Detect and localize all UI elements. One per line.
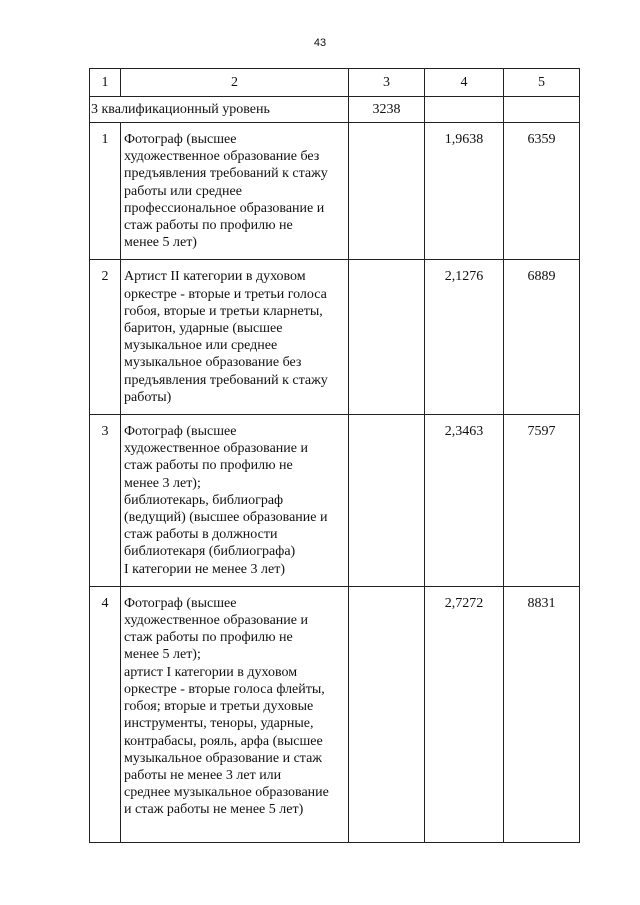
description-line: менее 5 лет); <box>124 647 201 663</box>
description-line: и стаж работы не менее 5 лет) <box>124 802 304 818</box>
description-line: Артист II категории в духовом <box>124 269 306 285</box>
coefficient: 2,7272 <box>425 586 504 842</box>
position-description <box>121 586 349 842</box>
description-line: предъявления требований к стажу <box>124 166 328 182</box>
description-line: стаж работы по профилю не <box>124 218 293 234</box>
coefficient: 2,1276 <box>425 260 504 415</box>
description-line: стаж работы по профилю не <box>124 630 293 646</box>
empty-cell <box>349 415 425 587</box>
row-number: 1 <box>90 123 121 260</box>
description-line: работы) <box>124 389 172 405</box>
description-line: Фотограф (высшее <box>124 132 237 147</box>
description-line: профессиональное образование и <box>124 200 325 216</box>
description-line: оркестре - вторые и третьи голоса <box>124 286 327 302</box>
description-line: I категории не менее 3 лет) <box>124 561 285 577</box>
salary: 7597 <box>504 415 580 587</box>
row-number: 2 <box>90 260 121 415</box>
table-row <box>90 123 580 260</box>
salary: 6889 <box>504 260 580 415</box>
column-header: 4 <box>425 69 504 97</box>
empty-cell <box>504 97 580 123</box>
description-line: предъявления требований к стажу <box>124 372 328 388</box>
salary: 6359 <box>504 123 580 260</box>
column-header: 5 <box>504 69 580 97</box>
qualification-level-name: 3 квалификационный уровень <box>90 97 349 123</box>
description-line: инструменты, теноры, ударные, <box>124 716 314 732</box>
description-line: менее 3 лет); <box>124 475 201 491</box>
description-line: работы не менее 3 лет или <box>124 767 282 783</box>
row-number: 4 <box>90 586 121 842</box>
description-line: контрабасы, рояль, арфа (высшее <box>124 733 323 749</box>
coefficient: 1,9638 <box>425 123 504 260</box>
row-number: 3 <box>90 415 121 587</box>
qualification-level-base-salary: 3238 <box>349 97 425 123</box>
table-row <box>90 586 580 842</box>
description-line: гобоя; вторые и третьи духовые <box>124 699 314 715</box>
description-line: (ведущий) (высшее образование и <box>124 510 328 526</box>
position-description <box>121 260 349 415</box>
empty-cell <box>349 123 425 260</box>
empty-cell <box>349 586 425 842</box>
description-line: оркестре - вторые голоса флейты, <box>124 681 325 697</box>
empty-cell <box>349 260 425 415</box>
description-line: художественное образование и <box>124 441 308 457</box>
salary-table <box>89 68 580 843</box>
description-line: Фотограф (высшее <box>124 595 237 611</box>
position-description <box>121 123 349 260</box>
position-description <box>121 415 349 587</box>
column-header: 3 <box>349 69 425 97</box>
description-line: гобоя, вторые и третьи кларнеты, <box>124 303 323 319</box>
description-line: музыкальное образование без <box>124 355 302 371</box>
column-header: 1 <box>90 69 121 97</box>
description-line: художественное образование без <box>124 149 320 165</box>
description-line: баритон, ударные (высшее <box>124 321 283 337</box>
description-line: музыкальное образование и стаж <box>124 750 322 766</box>
description-line: музыкальное или среднее <box>124 338 278 354</box>
description-line: менее 5 лет) <box>124 235 197 251</box>
description-line: Фотограф (высшее <box>124 424 237 440</box>
description-line: среднее музыкальное образование <box>124 785 329 801</box>
description-line: артист I категории в духовом <box>124 664 298 680</box>
description-line: стаж работы по профилю не <box>124 458 293 474</box>
description-line: библиотекарь, библиограф <box>124 492 284 508</box>
description-line: стаж работы в должности <box>124 527 278 543</box>
table-row <box>90 260 580 415</box>
table-row <box>90 415 580 587</box>
qualification-level-row <box>90 97 580 123</box>
empty-cell <box>425 97 504 123</box>
page-number: 43 <box>313 37 327 49</box>
description-line: художественное образование и <box>124 613 308 629</box>
salary: 8831 <box>504 586 580 842</box>
table-header-row <box>90 69 580 97</box>
description-line: библиотекаря (библиографа) <box>124 544 296 560</box>
coefficient: 2,3463 <box>425 415 504 587</box>
description-line: работы или среднее <box>124 183 242 199</box>
column-header: 2 <box>121 69 349 97</box>
